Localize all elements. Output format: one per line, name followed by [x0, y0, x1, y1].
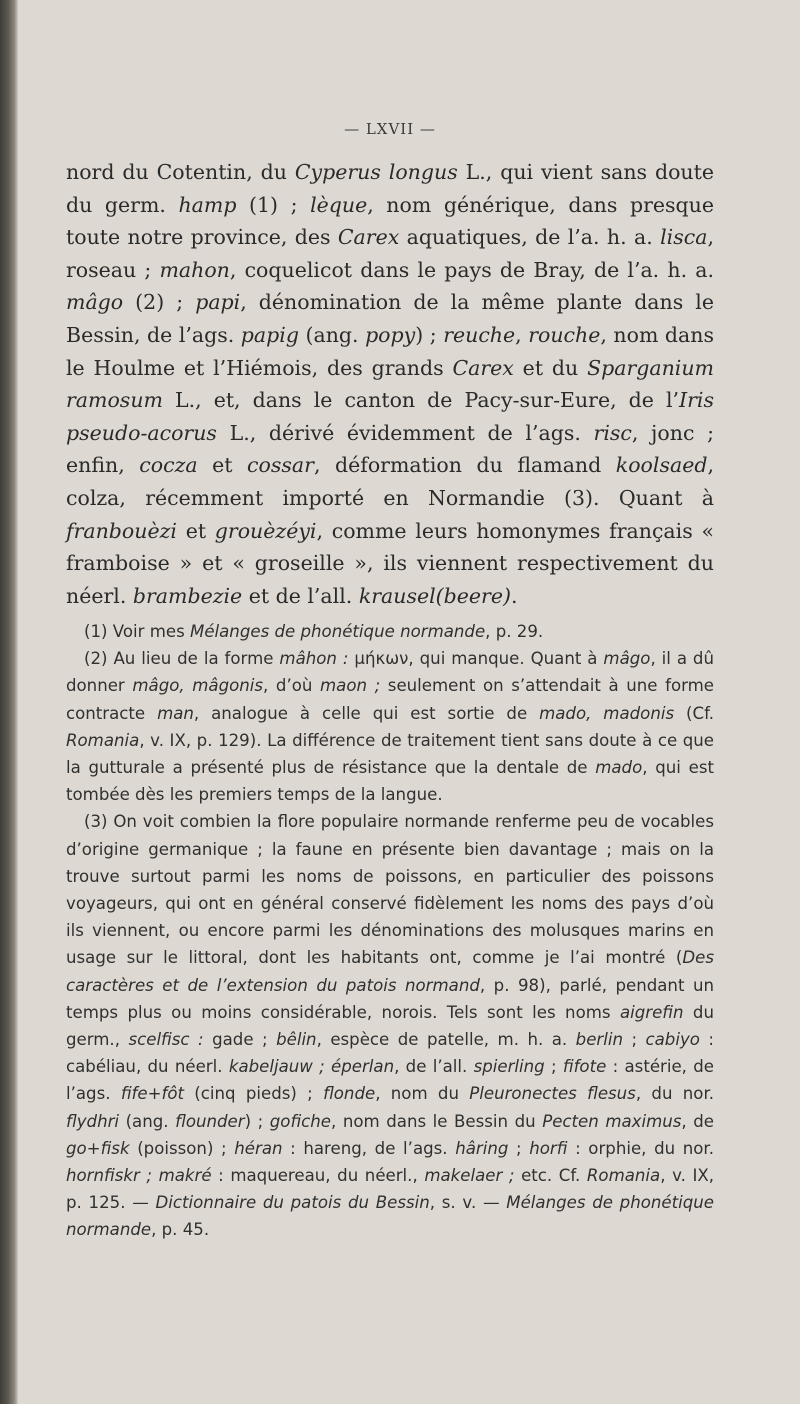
- book-binding-edge: [0, 0, 18, 1404]
- page-number: — LXVII —: [344, 120, 436, 138]
- footnote-1: (1) Voir mes Mélanges de phonétique normande, p. 29.: [84, 622, 544, 641]
- footnotes: [66, 618, 714, 1244]
- main-paragraph: nord du Cotentin, du Cyperus longus L., qui vient sans doute du germ. hamp (1) ; lèque, nom générique, dans presque toute notre province, des Carex aquatiques, de l’a. h. a. lisca, roseau ; mahon, coquelicot dans le pays de Bray, de l’a. h. a. mâgo (2) ; papi, dénomination de la même plante dans le Bessin, de l’ags. papig (ang. popy) ; reuche, rouche, nom dans le Houlme et l’Hiémois, des grands Carex et du Sparganium ramosum L., et, dans le canton de Pacy-sur-Eure, de l’Iris pseudo-acorus L., dérivé évidemment de l’ags. risc, jonc ; enfin, cocza et cossar, déformation du flamand koolsaed, colza, récemment importé en Normandie (3). Quant à franbouèzi et grouèzéyi, comme leurs homonymes français « framboise » et « groseille », ils viennent respectivement du néerl. brambezie et de l’all. krausel(beere).: [66, 160, 714, 608]
- main-text: [66, 156, 714, 612]
- footnote-2: (2) Au lieu de la forme mâhon : μήκων, qui manque. Quant à mâgo, il a dû donner mâgo, mâgonis, d’où maon ; seulement on s’attendait à une forme contracte man, analogue à celle qui est sortie de mado, madonis (Cf. Romania, v. IX, p. 129). La différence de traitement tient sans doute à ce que la gutturale a présenté plus de résistance que la dentale de mado, qui est tombée dès les premiers temps de la langue.: [66, 649, 715, 805]
- footnote-3: (3) On voit combien la flore populaire normande renferme peu de vocables d’origine germanique ; la faune en présente bien davantage ; mais on la trouve surtout parmi les noms de poissons, en particulier des poissons voyageurs, qui ont en général conservé fidèlement les noms des pays d’où ils viennent, ou encore parmi les dénominations des molusques marins en usage sur le littoral, dont les habitants ont, comme je l’ai montré (Des caractères et de l’extension du patois normand, p. 98), parlé, pendant un temps plus ou moins considérable, norois. Tels sont les noms aigrefin du germ., scelfisc : gade ; bêlin, espèce de patelle, m. h. a. berlin ; cabiyo : cabéliau, du néerl. kabeljauw ; éperlan, de l’all. spierling ; fifote : astérie, de l’ags. fife+fôt (cinq pieds) ; flonde, nom du Pleuronectes flesus, du nor. flydhri (ang. flounder) ; gofiche, nom dans le Bessin du Pecten maximus, de go+fisk (poisson) ; héran : hareng, de l’ags. hâring ; horfi : orphie, du nor. hornfiskr ; makré : maquereau, du néerl., makelaer ; etc. Cf. Romania, v. IX, p. 125. — Dictionnaire du patois du Bessin, s. v. — Mélanges de phonétique normande, p. 45.: [66, 812, 715, 1240]
